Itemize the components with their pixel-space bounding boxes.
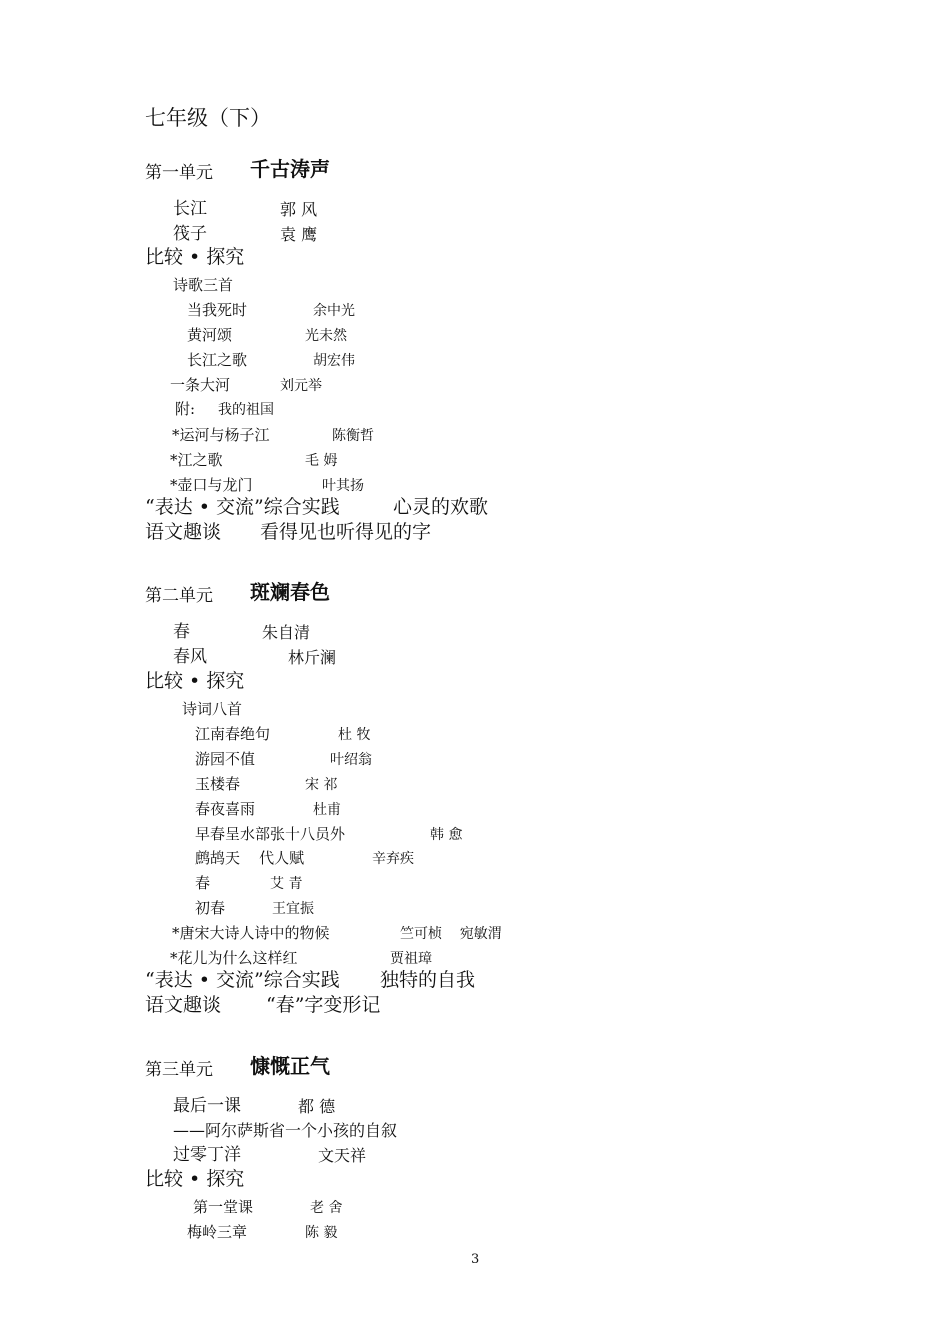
- page-title: 七年级（下）: [145, 106, 271, 130]
- poem-title: 黄河颂: [187, 326, 233, 344]
- reading-title: 第一堂课: [193, 1198, 254, 1216]
- poem-author: 光未然: [305, 328, 347, 344]
- appendix-title: 我的祖国: [218, 402, 274, 418]
- poem-author: 艾 青: [270, 876, 303, 892]
- lesson-author: 林斤澜: [288, 648, 337, 667]
- extra-author: 陈衡哲: [332, 428, 374, 444]
- poem-title: 春: [195, 874, 211, 892]
- reading-author: 老 舍: [310, 1200, 343, 1216]
- page-number: 3: [471, 1252, 480, 1267]
- poem-author: 叶绍翁: [330, 752, 372, 768]
- extra-author: 贾祖璋: [390, 951, 432, 967]
- poem-title: 鹧鸪天 代人赋: [195, 849, 305, 867]
- lesson-author: 都 德: [298, 1097, 336, 1116]
- extra-author: 竺可桢 宛敏渭: [400, 926, 502, 942]
- lesson-title: 长江: [173, 199, 207, 219]
- poem-author: 余中光: [313, 303, 355, 319]
- unit-title: 慷慨正气: [250, 1054, 330, 1078]
- extra-title: *江之歌: [170, 451, 223, 469]
- lesson-subtitle: ——阿尔萨斯省一个小孩的自叙: [173, 1121, 398, 1140]
- extra-title: *花儿为什么这样红: [170, 949, 298, 967]
- fun-title: “春”字变形记: [266, 994, 381, 1016]
- lesson-title: 一条大河: [170, 376, 231, 394]
- lesson-author: 刘元举: [280, 378, 322, 394]
- lesson-title: 过零丁洋: [173, 1145, 241, 1165]
- poem-title: 春夜喜雨: [195, 800, 256, 818]
- unit-label: 第三单元: [145, 1060, 213, 1080]
- poem-title: 长江之歌: [187, 351, 248, 369]
- poem-title: 早春呈水部张十八员外: [195, 825, 346, 843]
- poem-author: 胡宏伟: [313, 353, 355, 369]
- lesson-author: 文天祥: [318, 1146, 367, 1165]
- fun-title: 看得见也听得见的字: [260, 521, 432, 543]
- poem-author: 王宜振: [272, 901, 314, 917]
- lesson-title: 最后一课: [173, 1096, 241, 1116]
- unit-label: 第一单元: [145, 163, 213, 183]
- extra-title: *运河与杨子江: [172, 426, 270, 444]
- unit-title: 斑斓春色: [250, 580, 330, 604]
- lesson-title: 春: [173, 622, 190, 642]
- fun-label: 语文趣谈: [145, 521, 222, 543]
- lesson-title: 筏子: [173, 224, 207, 244]
- section-heading: 比较 • 探究: [145, 670, 245, 692]
- lesson-title: 春风: [173, 647, 207, 667]
- section-heading: 比较 • 探究: [145, 246, 245, 268]
- poem-title: 江南春绝句: [195, 725, 271, 743]
- poem-author: 宋 祁: [305, 777, 338, 793]
- lesson-author: 朱自清: [262, 623, 311, 642]
- poem-author: 杜 牧: [338, 727, 371, 743]
- practice-title: 独特的自我: [380, 969, 476, 991]
- fun-label: 语文趣谈: [145, 994, 222, 1016]
- poem-title: 初春: [195, 899, 226, 917]
- extra-title: *唐宋大诗人诗中的物候: [172, 924, 330, 942]
- poem-title: 玉楼春: [195, 775, 241, 793]
- poem-title: 游园不值: [195, 750, 256, 768]
- section-heading: 比较 • 探究: [145, 1168, 245, 1190]
- group-title: 诗歌三首: [173, 276, 234, 294]
- lesson-author: 郭 风: [280, 200, 318, 219]
- unit-label: 第二单元: [145, 586, 213, 606]
- extra-author: 叶其扬: [322, 478, 364, 494]
- poem-author: 韩 愈: [430, 827, 463, 843]
- unit-title: 千古涛声: [250, 157, 330, 181]
- extra-title: *壶口与龙门: [170, 476, 253, 494]
- reading-title: 梅岭三章: [187, 1223, 248, 1241]
- reading-author: 陈 毅: [305, 1225, 338, 1241]
- poem-author: 辛弃疾: [372, 851, 414, 867]
- poem-author: 杜甫: [313, 802, 341, 818]
- poem-title: 当我死时: [187, 301, 248, 319]
- practice-title: 心灵的欢歌: [393, 496, 489, 518]
- practice-label: “表达 • 交流”综合实践: [145, 969, 340, 991]
- lesson-author: 袁 鹰: [280, 225, 318, 244]
- extra-author: 毛 姆: [305, 453, 338, 469]
- group-title: 诗词八首: [182, 700, 243, 718]
- appendix-label: 附:: [175, 400, 196, 418]
- practice-label: “表达 • 交流”综合实践: [145, 496, 340, 518]
